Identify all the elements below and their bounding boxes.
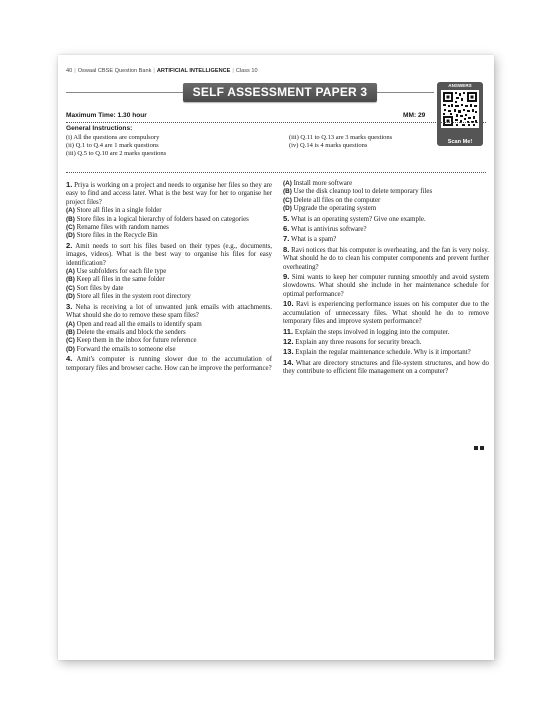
option: (B) Keep all files in the same folder [66,276,165,284]
option: (D) Upgrade the operating system [283,205,377,213]
class-label: Class 10 [235,68,258,74]
dotted-divider-bottom [66,172,486,173]
subject-name: ARTIFICIAL INTELLIGENCE [156,68,231,74]
header-rule-left [66,92,183,93]
instruction-item: (iii) Q.11 to Q.13 are 3 marks questions [289,134,393,141]
option: (C) Keep them in the inbox for future reference [66,337,197,345]
option: (B) Delete the emails and block the senders [66,328,186,336]
question-12: 12. Explain any three reasons for security breach. [283,336,422,346]
instruction-item: (iii) Q.5 to Q.10 are 2 marks questions [66,150,167,157]
option: (B) Use the disk cleanup tool to delete temporary files [283,188,433,196]
instruction-item: (i) All the questions are compulsory [66,134,160,141]
end-mark-icon [474,446,478,450]
question-14: 14. What are directory structures and file-system structures, and how do they contribute to efficient file management on a computer? [283,357,489,376]
question-5: 5. What is an operating system? Give one example. [283,213,426,223]
option: (A) Install more software [283,180,353,187]
book-name: Oswaal CBSE Question Bank [77,68,152,74]
question-10: 10. Ravi is experiencing performance issues on his computer due to the accumulation of unnecessary files. What should he do to remove temporary files and improve system performance? [283,299,489,326]
left-column [66,180,272,373]
question-6: 6. What is antivirus software? [283,224,367,234]
question-4: 4. Amit's computer is running slower due to the accumulation of temporary files and browser cache. How can he improve the performance? [66,354,273,372]
max-marks: MM: 29 [403,112,426,119]
answers-qr-card[interactable] [437,82,483,146]
option: (B) Store files in a logical hierarchy of folders based on categories [66,215,249,223]
instruction-item: (iv) Q.14 is 4 marks questions [289,142,368,149]
instruction-item: (ii) Q.1 to Q.4 are 1 mark questions [66,142,159,149]
question-9: 9. Simi wants to keep her computer running smoothly and avoid system slowdowns. What should she include in her maintenance schedule for optimal performance? [283,272,489,298]
question-13: 13. Explain the regular maintenance schedule. Why is it important? [283,347,471,357]
question-3: 3. Neha is receiving a lot of unwanted junk emails with attachments. What should she do to remove these spam files? [66,301,272,320]
option: (A) Use subfolders for each file type [66,268,167,276]
running-header: 40 | Oswaal CBSE Question Bank | ARTIFICIAL INTELLIGENCE | Class 10 [66,68,258,74]
option: (D) Store files in the Recycle Bin [66,232,158,240]
option: (C) Delete all files on the computer [283,196,381,204]
question-11: 11. Explain the steps involved in logging into the computer. [283,326,450,336]
option: (C) Rename files with random names [66,224,169,232]
paper-title: SELF ASSESSMENT PAPER 3 [192,85,368,99]
option: (C) Sort files by date [66,284,124,292]
dotted-divider-top [66,122,486,123]
option: (D) Forward the emails to someone else [66,345,176,353]
right-column [283,180,489,377]
scan-me-label: Scan Me! [447,139,473,145]
question-7: 7. What is a spam? [283,234,337,244]
option: (D) Store all files in the system root directory [66,293,191,301]
question-8: 8. Ravi notices that his computer is overheating, and the fan is very noisy. What should he do to clean his computer components and prevent further overheating? [283,244,489,271]
page-number: 40 [66,68,73,74]
title-banner [183,83,377,102]
max-time: Maximum Time: 1.30 hour [66,112,147,119]
qr-label: ANSWERS [448,83,472,88]
header-rule-right [377,92,434,93]
option: (A) Open and read all the emails to identify spam [66,320,202,328]
instructions-heading: General Instructions: [66,125,133,132]
end-mark-icon [480,446,484,450]
question-1: 1. Priya is working on a project and needs to organise her files so they are easy to find and access later. What is the best way for her to organise her project files? [66,180,272,206]
option: (A) Store all files in a single folder [66,207,162,215]
question-2: 2. Amit needs to sort his files based on their types (e.g., documents, images, videos). What is the best way to organise his files for easy identification? [66,240,273,267]
